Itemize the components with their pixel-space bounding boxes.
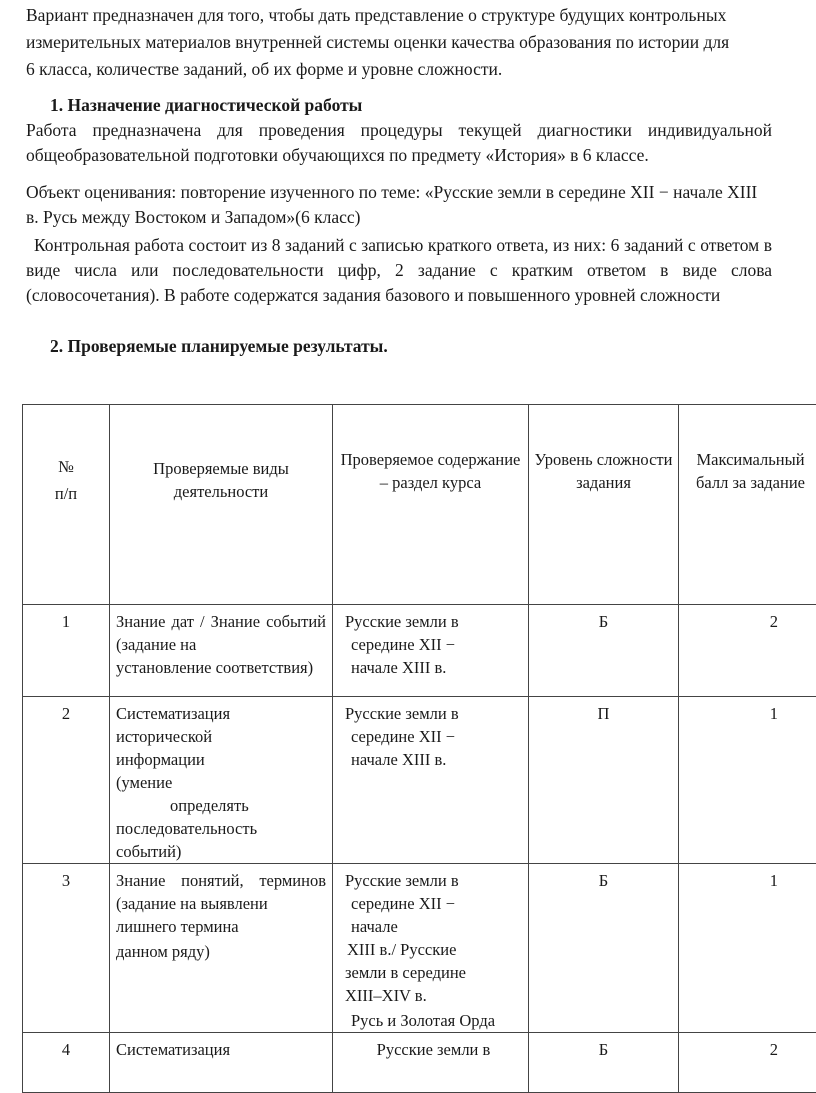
section-heading-purpose: 1. Назначение диагностической работы	[50, 95, 362, 116]
section-heading-results: 2. Проверяемые планируемые результаты.	[50, 336, 388, 357]
row-level: П	[529, 697, 679, 864]
results-table	[22, 404, 816, 1093]
intro-line: 6 класса, количестве заданий, об их форме и уровне сложности.	[26, 56, 729, 83]
table-row	[23, 697, 816, 864]
header-level: Уровень сложности задания	[529, 405, 679, 605]
row-number: 2	[23, 697, 110, 864]
row-content: Русские земли в середине XII − начале XIII в.	[333, 697, 529, 864]
table-header-row	[23, 405, 816, 605]
object-line-2: в. Русь между Востоком и Западом»(6 класс)	[26, 205, 361, 230]
object-line-1: Объект оценивания: повторение изученного по теме: «Русские земли в середине XII − начале XIII	[26, 180, 757, 205]
row-max-score: 1	[679, 864, 816, 1033]
header-activity: Проверяемые виды деятельности	[110, 405, 333, 605]
intro-paragraph	[26, 2, 729, 83]
row-activity: Знание дат / Знание событий (задание на установление соответствия)	[110, 605, 333, 697]
row-content: Русские земли в середине XII − начале XIII в./ Русские земли в середине XIII–XIV в. Русь и Золотая Орда	[333, 864, 529, 1033]
table-row	[23, 864, 816, 1033]
table-row	[23, 605, 816, 697]
row-number: 3	[23, 864, 110, 1033]
row-level: Б	[529, 864, 679, 1033]
row-content: Русские земли в середине XII − начале XIII в.	[333, 605, 529, 697]
row-content: Русские земли в	[333, 1033, 529, 1093]
row-number: 1	[23, 605, 110, 697]
intro-line: измерительных материалов внутренней системы оценки качества образования по истории для	[26, 29, 729, 56]
row-activity: Знание понятий, терминов (задание на выявлени лишнего термина данном ряду)	[110, 864, 333, 1033]
header-content: Проверяемое содержание – раздел курса	[333, 405, 529, 605]
header-number: № п/п	[23, 405, 110, 605]
row-max-score: 2	[679, 605, 816, 697]
intro-line: Вариант предназначен для того, чтобы дать представление о структуре будущих контрольных	[26, 2, 729, 29]
structure-paragraph: Контрольная работа состоит из 8 заданий с записью краткого ответа, из них: 6 заданий с ответом в виде числа или последовательности цифр, 2 задание с кратким ответом в виде слова (словосочетания). В работе содержатся задания базового и повышенного уровней сложности	[26, 233, 772, 308]
table-row	[23, 1033, 816, 1093]
row-activity: Систематизация	[110, 1033, 333, 1093]
row-max-score: 2	[679, 1033, 816, 1093]
row-activity: Систематизация исторической информации (умение определять последовательность событий)	[110, 697, 333, 864]
purpose-paragraph: Работа предназначена для проведения процедуры текущей диагностики индивидуальной общеобразовательной подготовки обучающихся по предмету «История» в 6 классе.	[26, 118, 772, 168]
row-level: Б	[529, 1033, 679, 1093]
row-max-score: 1	[679, 697, 816, 864]
row-level: Б	[529, 605, 679, 697]
row-number: 4	[23, 1033, 110, 1093]
header-max-score: Максимальный балл за задание	[679, 405, 816, 605]
